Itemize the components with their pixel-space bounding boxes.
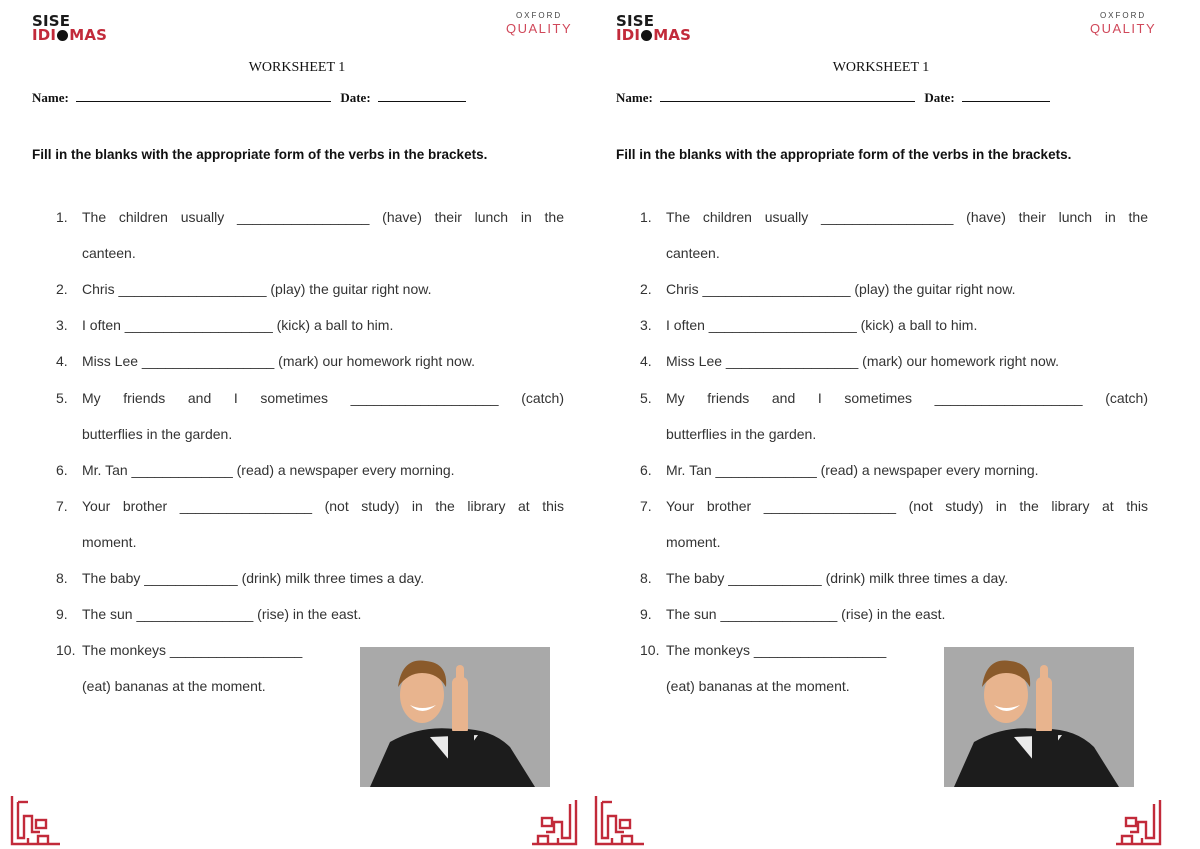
date-label: Date:	[924, 90, 955, 105]
oxford-quality-badge: OXFORD QUALITY	[506, 11, 573, 36]
worksheet-title: WORKSHEET 1	[248, 60, 346, 75]
question-text: My friends and I sometimes ___________________ (catch)	[82, 390, 564, 406]
question-text: I often ___________________ (kick) a ball to him.	[82, 317, 394, 333]
question-number: 9.	[640, 606, 652, 622]
question-text: The monkeys _________________	[666, 642, 887, 658]
worksheet-title: WORKSHEET 1	[832, 60, 930, 75]
worksheet-page-left	[0, 0, 584, 849]
corner-ornament-icon	[592, 792, 648, 848]
question-text: I often ___________________ (kick) a ball to him.	[666, 317, 978, 333]
question-text: The children usually _________________ (have) their lunch in the	[666, 209, 1148, 225]
question-number: 4.	[640, 353, 652, 369]
question-number: 1.	[56, 209, 68, 225]
question-number: 3.	[56, 317, 68, 333]
question-number: 6.	[56, 462, 68, 478]
logo-line1: SISE	[32, 12, 71, 30]
question-number: 5.	[56, 390, 68, 406]
question-number: 9.	[56, 606, 68, 622]
question-text: (eat) bananas at the moment.	[666, 678, 850, 694]
question-text: Your brother _________________ (not study) in the library at this	[666, 498, 1148, 514]
question-text: Miss Lee _________________ (mark) our homework right now.	[666, 353, 1060, 369]
question-number: 4.	[56, 353, 68, 369]
corner-ornament-icon	[528, 796, 580, 848]
question-text: Mr. Tan _____________ (read) a newspaper every morning.	[666, 462, 1039, 478]
sise-idiomas-logo	[616, 14, 691, 43]
question-text: butterflies in the garden.	[666, 426, 817, 442]
logo-line1: SISE	[616, 12, 655, 30]
question-number: 7.	[640, 498, 652, 514]
date-field[interactable]	[378, 88, 466, 102]
question-text: The baby ____________ (drink) milk three times a day.	[82, 570, 425, 586]
thumbs-up-photo	[360, 647, 550, 787]
question-text: canteen.	[666, 245, 720, 261]
question-text: moment.	[666, 534, 721, 550]
name-field[interactable]	[660, 88, 915, 102]
question-text: The children usually _________________ (have) their lunch in the	[82, 209, 564, 225]
name-date-row	[616, 88, 1050, 106]
name-field[interactable]	[76, 88, 331, 102]
logo-line2: IDI MAS	[616, 26, 692, 44]
question-text: My friends and I sometimes ___________________ (catch)	[666, 390, 1148, 406]
date-field[interactable]	[962, 88, 1050, 102]
name-label: Name:	[616, 90, 653, 105]
question-text: Miss Lee _________________ (mark) our homework right now.	[82, 353, 476, 369]
question-number: 10.	[56, 642, 76, 658]
question-text: butterflies in the garden.	[82, 426, 233, 442]
question-text: Chris ___________________ (play) the guitar right now.	[82, 281, 432, 297]
question-text: Your brother _________________ (not study) in the library at this	[82, 498, 564, 514]
question-text: moment.	[82, 534, 137, 550]
question-text: Chris ___________________ (play) the guitar right now.	[666, 281, 1016, 297]
question-text: The monkeys _________________	[82, 642, 303, 658]
question-number: 5.	[640, 390, 652, 406]
date-label: Date:	[340, 90, 371, 105]
name-date-row	[32, 88, 466, 106]
question-number: 3.	[640, 317, 652, 333]
question-number: 1.	[640, 209, 652, 225]
question-number: 6.	[640, 462, 652, 478]
question-text: The sun _______________ (rise) in the east.	[82, 606, 362, 622]
corner-ornament-icon	[8, 792, 64, 848]
thumbs-up-photo	[944, 647, 1134, 787]
question-text: canteen.	[82, 245, 136, 261]
oxford-quality-badge: OXFORD QUALITY	[1090, 11, 1157, 36]
worksheet-page-right	[584, 0, 1168, 849]
sise-idiomas-logo	[32, 14, 107, 43]
question-number: 2.	[640, 281, 652, 297]
question-text: The sun _______________ (rise) in the east.	[666, 606, 946, 622]
logo-dot	[57, 30, 68, 41]
question-text: (eat) bananas at the moment.	[82, 678, 266, 694]
logo-dot	[641, 30, 652, 41]
name-label: Name:	[32, 90, 69, 105]
question-number: 10.	[640, 642, 660, 658]
question-number: 2.	[56, 281, 68, 297]
logo-line2: IDI MAS	[32, 26, 108, 44]
question-text: Mr. Tan _____________ (read) a newspaper every morning.	[82, 462, 455, 478]
question-number: 8.	[56, 570, 68, 586]
question-number: 7.	[56, 498, 68, 514]
question-text: The baby ____________ (drink) milk three times a day.	[666, 570, 1009, 586]
instructions: Fill in the blanks with the appropriate form of the verbs in the brackets.	[616, 147, 1072, 162]
instructions: Fill in the blanks with the appropriate form of the verbs in the brackets.	[32, 147, 488, 162]
question-number: 8.	[640, 570, 652, 586]
corner-ornament-icon	[1112, 796, 1164, 848]
